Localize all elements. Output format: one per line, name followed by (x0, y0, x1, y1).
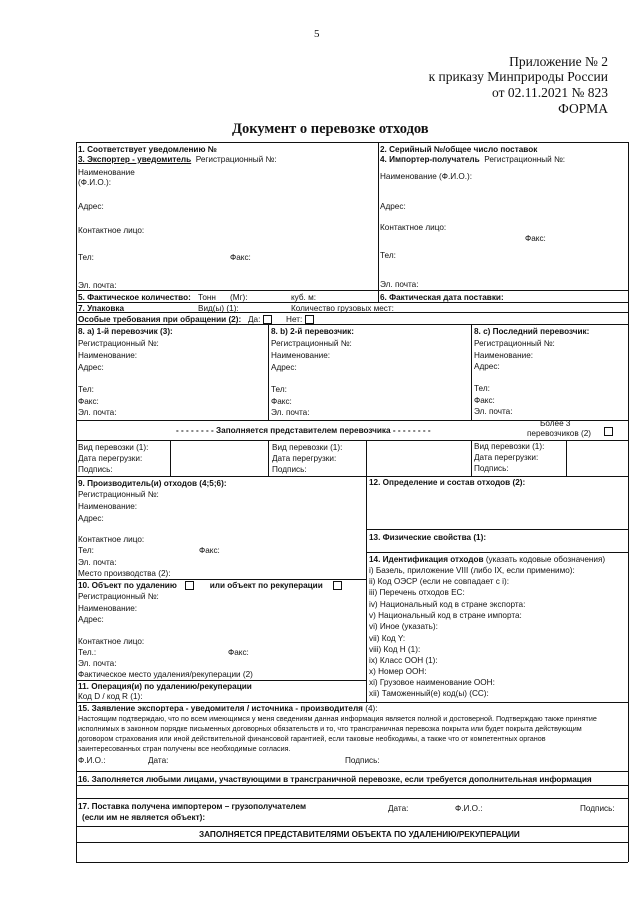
section-7-label: 7. Упаковка (78, 304, 125, 313)
more-carriers-label-1: Более 3 (540, 419, 571, 428)
exporter-fio-label: (Ф.И.О.): (78, 178, 112, 187)
section-14-label: 14. Идентификация отходов (369, 555, 484, 564)
unit-tonn: Тонн (198, 293, 216, 302)
exporter-fax-label: Факс: (230, 253, 251, 262)
order-date: от 02.11.2021 № 823 (492, 85, 608, 100)
production-place: Место производства (2): (78, 569, 171, 578)
section-17-label: 17. Поставка получена импортером – грузополучателем (78, 802, 306, 811)
carrier-2-email: Эл. почта: (271, 408, 310, 417)
importer-address-label: Адрес: (380, 202, 406, 211)
carrier-last-reg: Регистрационный №: (474, 339, 555, 348)
waste-id-h: viii) Код H (1): (369, 645, 421, 654)
unit-mg: (Мг): (230, 293, 248, 302)
producer-address: Адрес: (78, 514, 104, 523)
declarant-date: Дата: (148, 756, 169, 765)
carrier-1-email: Эл. почта: (78, 408, 117, 417)
carrier-1-reg: Регистрационный №: (78, 339, 159, 348)
carrier-1-address: Адрес: (78, 363, 104, 372)
facility-reg: Регистрационный №: (78, 592, 159, 601)
disposal-checkbox[interactable] (185, 581, 194, 590)
declaration-line-2: исполнимых в законном порядке письменных договорных обязательств и то, что трансграничная перевозка покрыта или будет покрыта действующим (78, 724, 582, 733)
section-9-label: 9. Производитель(и) отходов (4;5;6): (78, 479, 227, 488)
waste-id-import: v) Национальный код в стране импорта: (369, 611, 522, 620)
yes-label: Да: (248, 315, 261, 324)
importer-email-label: Эл. почта: (380, 280, 419, 289)
section-6-label: 6. Фактическая дата поставки: (380, 293, 504, 302)
exporter-name-label: Наименование (78, 168, 135, 177)
carrier-last-email: Эл. почта: (474, 407, 513, 416)
transport-1-date: Дата перегрузки: (78, 454, 143, 463)
waste-id-un-name: xi) Грузовое наименование ООН: (369, 678, 495, 687)
receipt-date: Дата: (388, 804, 409, 813)
transport-last-type: Вид перевозки (1): (474, 442, 545, 451)
special-handling-label: Особые требования при обращении (2): (78, 315, 242, 324)
more-carriers-label-2: перевозчиков (2) (527, 429, 591, 438)
section-3-label: 3. Экспортер - уведомитель (78, 155, 192, 164)
waste-id-customs: xii) Таможенный(е) код(ы) (CC): (369, 689, 489, 698)
carrier-2-label: 8. b) 2-й перевозчик: (271, 327, 354, 336)
facility-name: Наименование: (78, 604, 138, 613)
carrier-1-tel: Тел: (78, 385, 94, 394)
declaration-line-1: Настоящим подтверждаю, что по всем имеющимся у меня сведениям данная информация является полной и достоверной. Подтверждаю также принятие (78, 714, 597, 723)
transport-2-date: Дата перегрузки: (272, 454, 337, 463)
section-4-label: 4. Импортер-получатель (380, 155, 480, 164)
section-3-reg: Регистрационный №: (195, 155, 277, 164)
section-4-header (380, 155, 565, 165)
producer-tel: Тел: (78, 546, 94, 555)
section-14-hint: (указать кодовые обозначения) (485, 555, 606, 564)
exporter-tel-label: Тел: (78, 253, 94, 262)
section-15-label: 15. Заявление экспортера - уведомителя / источника - производителя (78, 704, 363, 713)
actual-place: Фактическое место удаления/рекуперации (2) (78, 670, 253, 679)
section-13-label: 13. Физические свойства (1): (369, 533, 487, 542)
section-14-header (369, 555, 605, 565)
section-1-label: 1. Соответствует уведомлению № (78, 145, 217, 154)
exporter-address-label: Адрес: (78, 202, 104, 211)
carrier-2-reg: Регистрационный №: (271, 339, 352, 348)
carrier-last-tel: Тел: (474, 384, 490, 393)
carrier-1-label: 8. а) 1-й перевозчик (3): (78, 327, 173, 336)
yes-checkbox[interactable] (263, 315, 272, 324)
producer-email: Эл. почта: (78, 558, 117, 567)
producer-fax: Факс: (199, 546, 220, 555)
declaration-line-4: заинтересованных стран получены все необходимые согласия. (78, 744, 291, 753)
facility-email: Эл. почта: (78, 659, 117, 668)
carrier-last-fax: Факс: (474, 396, 495, 405)
waste-id-un-class: ix) Класс ООН (1): (369, 656, 438, 665)
receipt-fio: Ф.И.О.: (455, 804, 483, 813)
order-ref: к приказу Минприроды России (428, 69, 608, 84)
facility-tel: Тел.: (78, 648, 97, 657)
receipt-sign: Подпись: (580, 804, 615, 813)
carrier-last-label: 8. с) Последний перевозчик: (474, 327, 590, 336)
section-11-label: 11. Операция(и) по удалению/рекуперации (78, 682, 252, 691)
section-10-label: 10. Объект по удалению (78, 581, 177, 590)
transport-last-sign: Подпись: (474, 464, 509, 473)
facility-contact: Контактное лицо: (78, 637, 145, 646)
producer-name: Наименование: (78, 502, 138, 511)
page-number: 5 (314, 28, 320, 40)
carrier-2-fax: Факс: (271, 397, 292, 406)
transport-2-sign: Подпись: (272, 465, 307, 474)
carrier-banner: - - - - - - - - Заполняется представителем перевозчика - - - - - - - - (176, 426, 431, 435)
carrier-last-address: Адрес: (474, 362, 500, 371)
importer-tel-label: Тел: (380, 251, 396, 260)
transport-2-type: Вид перевозки (1): (272, 443, 343, 452)
section-17-note: (если им не является объект): (82, 813, 206, 822)
facility-fax: Факс: (228, 648, 249, 657)
carrier-1-fax: Факс: (78, 397, 99, 406)
section-2-label: 2. Серийный №/общее число поставок (380, 145, 538, 154)
carrier-last-name: Наименование: (474, 351, 534, 360)
no-checkbox[interactable] (305, 315, 314, 324)
facility-address: Адрес: (78, 615, 104, 624)
waste-id-oecd: ii) Код ОЭСР (если не совпадает с i): (369, 577, 509, 586)
transport-last-date: Дата перегрузки: (474, 453, 539, 462)
carrier-2-tel: Тел: (271, 385, 287, 394)
document-title: Документ о перевозке отходов (232, 121, 429, 137)
producer-contact: Контактное лицо: (78, 535, 145, 544)
appendix-label: Приложение № 2 (509, 54, 608, 69)
carrier-2-name: Наименование: (271, 351, 331, 360)
section-10-header (78, 581, 342, 591)
carrier-2-address: Адрес: (271, 363, 297, 372)
facility-banner: ЗАПОЛНЯЕТСЯ ПРЕДСТАВИТЕЛЯМИ ОБЪЕКТА ПО УДАЛЕНИЮ/РЕКУПЕРАЦИИ (199, 830, 520, 839)
recovery-checkbox[interactable] (333, 581, 342, 590)
unit-cubic: куб. м: (291, 293, 317, 302)
importer-contact-label: Контактное лицо: (380, 223, 447, 232)
declaration-line-3: договором страхования или иной действительной финансовой гарантией, если таковые необходимы, а также что от компетентных органов (78, 734, 546, 743)
no-label: Нет: (286, 315, 303, 324)
more-carriers-checkbox[interactable] (604, 423, 613, 441)
producer-reg: Регистрационный №: (78, 490, 159, 499)
waste-id-export: iv) Национальный код в стране экспорта: (369, 600, 526, 609)
operation-code: Код D / код R (1): (78, 692, 143, 701)
declarant-sign: Подпись: (345, 756, 380, 765)
transport-1-type: Вид перевозки (1): (78, 443, 149, 452)
exporter-email-label: Эл. почта: (78, 281, 117, 290)
section-15-ref: (4): (365, 704, 378, 713)
section-15-header (78, 704, 378, 714)
special-handling-row (78, 315, 314, 325)
section-16-label: 16. Заполняется любыми лицами, участвующими в трансграничной перевозке, если требуется дополнительная информация (78, 775, 592, 784)
waste-id-eu: iii) Перечень отходов ЕС: (369, 588, 465, 597)
section-3-header (78, 155, 277, 165)
section-5-label: 5. Фактическое количество: (78, 293, 191, 302)
waste-id-basel: i) Базель, приложение VIII (либо IX, если применимо): (369, 566, 575, 575)
importer-fax-label: Факс: (525, 234, 546, 243)
waste-id-y: vii) Код Y: (369, 634, 406, 643)
carrier-1-name: Наименование: (78, 351, 138, 360)
form-label: ФОРМА (558, 101, 608, 116)
section-10-recovery-label: или объект по рекуперации (209, 581, 323, 590)
section-4-reg: Регистрационный №: (484, 155, 566, 164)
exporter-contact-label: Контактное лицо: (78, 226, 145, 235)
section-12-label: 12. Определение и состав отходов (2): (369, 478, 526, 487)
importer-name-label: Наименование (Ф.И.О.): (380, 172, 473, 181)
declarant-fio: Ф.И.О.: (78, 756, 106, 765)
waste-id-other: vi) Иное (указать): (369, 622, 438, 631)
transport-1-sign: Подпись: (78, 465, 113, 474)
waste-id-un-number: x) Номер ООН: (369, 667, 427, 676)
packages-count-label: Количество грузовых мест: (291, 304, 394, 313)
packaging-type-label: Вид(ы) (1): (198, 304, 239, 313)
